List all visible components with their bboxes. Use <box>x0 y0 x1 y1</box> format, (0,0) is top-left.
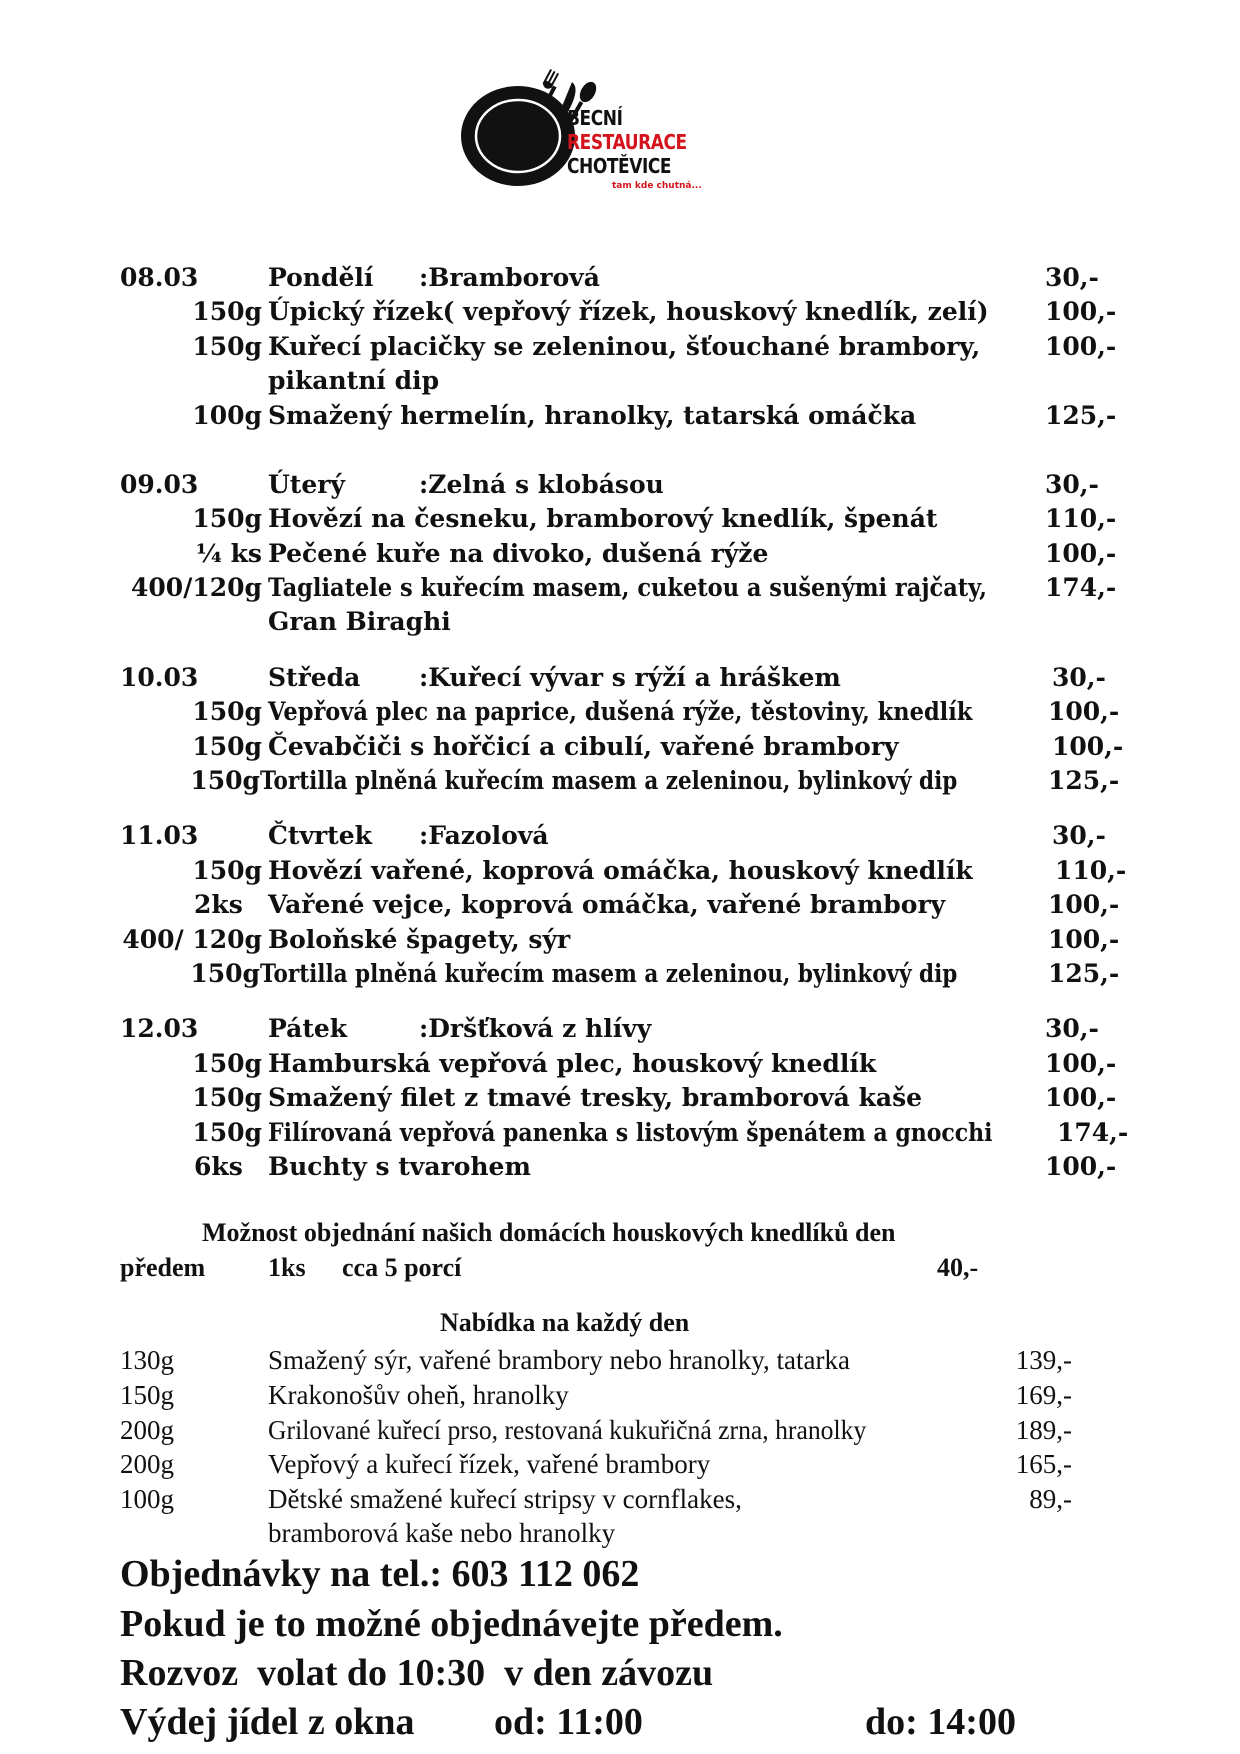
item-price: 169,- <box>1015 1380 1072 1410</box>
pickup-label: Výdej jídel z okna <box>120 1701 415 1743</box>
day-name: Čtvrtek <box>268 821 372 850</box>
menu-item <box>0 502 1240 536</box>
item-desc-text: Grilované kuřecí prso, restovaná kukuřičná zrna, hranolky <box>268 1415 867 1445</box>
daily-item-continued <box>0 1516 1240 1550</box>
menu-item <box>0 295 1240 329</box>
daily-item <box>0 1343 1240 1377</box>
item-desc: Hovězí vařené, koprová omáčka, houskový knedlík <box>268 856 973 885</box>
item-price: 100,- <box>1045 297 1117 326</box>
item-weight: 150g <box>190 766 260 795</box>
item-price: 100,- <box>1045 332 1117 361</box>
item-price: 174,- <box>1057 1118 1129 1147</box>
item-desc: Smažený filet z tmavé tresky, bramborová kaše <box>268 1083 923 1112</box>
item-weight: 150g <box>192 732 262 761</box>
item-desc: Boloňské špagety, sýr <box>268 925 571 954</box>
logo-tagline: tam kde chutná... <box>612 181 702 191</box>
phone-line: Objednávky na tel.: 603 112 062 <box>120 1553 640 1595</box>
item-price: 100,- <box>1045 539 1117 568</box>
soup-name: :Zelná s klobásou <box>419 470 664 499</box>
item-weight: 150g <box>192 1118 262 1147</box>
item-price: 100,- <box>1052 732 1124 761</box>
item-desc-text: Tortilla plněná kuřecím masem a zeleninou, bylinkový dip <box>260 766 958 795</box>
item-desc-text: Tagliatele s kuřecím masem, cuketou a sušenými rajčaty, <box>268 573 987 602</box>
menu-item <box>0 1047 1240 1081</box>
menu-item <box>0 695 1240 729</box>
item-desc-text: Vepřová plec na paprice, dušená rýže, těstoviny, knedlík <box>268 697 973 726</box>
soup-price: 30,- <box>1045 263 1099 292</box>
dumplings-col-2: 1ks <box>268 1253 306 1282</box>
item-weight: 200g <box>120 1449 174 1479</box>
item-weight: 150g <box>192 856 262 885</box>
soup-name: :Bramborová <box>419 263 600 292</box>
item-desc <box>260 957 1071 991</box>
menu-item-continued <box>0 364 1240 398</box>
item-price: 100,- <box>1048 890 1120 919</box>
day-header <box>0 819 1240 853</box>
logo-line-2: RESTAURACE <box>567 130 687 154</box>
soup-name: :Kuřecí vývar s rýží a hráškem <box>419 663 841 692</box>
item-price: 100,- <box>1045 1152 1117 1181</box>
day-header <box>0 468 1240 502</box>
item-desc-text: Tortilla plněná kuřecím masem a zeleninou, bylinkový dip <box>260 959 958 988</box>
day-date: 12.03 <box>120 1014 199 1043</box>
pickup-line <box>120 1700 1120 1744</box>
daily-offer-title: Nabídka na každý den <box>440 1308 690 1337</box>
item-weight: 150g <box>120 1380 174 1410</box>
logo-line-1: BECNÍ <box>567 106 623 130</box>
item-weight: 150g <box>190 959 260 988</box>
day-date: 08.03 <box>120 263 199 292</box>
item-weight: 400/ 120g <box>122 925 262 954</box>
day-date: 11.03 <box>120 821 199 850</box>
soup-price: 30,- <box>1052 821 1106 850</box>
item-desc-2: bramborová kaše nebo hranolky <box>268 1518 616 1548</box>
item-desc <box>268 571 1067 605</box>
menu-item <box>0 854 1240 888</box>
item-desc <box>268 695 1051 729</box>
item-desc: Buchty s tvarohem <box>268 1152 531 1181</box>
menu-item <box>0 1081 1240 1115</box>
day-name: Úterý <box>268 470 345 499</box>
item-weight: 150g <box>192 1049 262 1078</box>
menu-item-continued <box>0 605 1240 639</box>
soup-name: :Fazolová <box>419 821 549 850</box>
item-desc: Hamburská vepřová plec, houskový knedlík <box>268 1049 877 1078</box>
menu-item <box>0 957 1240 991</box>
item-price: 110,- <box>1045 504 1117 533</box>
item-price: 89,- <box>1029 1484 1072 1514</box>
item-weight: 100g <box>120 1484 174 1514</box>
soup-price: 30,- <box>1052 663 1106 692</box>
restaurant-logo <box>460 68 750 203</box>
item-desc: Vařené vejce, koprová omáčka, vařené brambory <box>268 890 946 919</box>
item-price: 165,- <box>1015 1449 1072 1479</box>
item-weight: 150g <box>192 1083 262 1112</box>
item-desc: Dětské smažené kuřecí stripsy v cornflakes, <box>268 1484 742 1514</box>
daily-item <box>0 1482 1240 1516</box>
item-price: 100,- <box>1045 1083 1117 1112</box>
pickup-to: do: 14:00 <box>865 1701 1016 1743</box>
item-desc: Kuřecí placičky se zeleninou, šťouchané brambory, <box>268 332 981 361</box>
item-weight: 400/120g <box>131 573 262 602</box>
item-desc: Smažený hermelín, hranolky, tatarská omáčka <box>268 401 917 430</box>
item-price: 139,- <box>1015 1345 1072 1375</box>
menu-item <box>0 537 1240 571</box>
item-weight: 2ks <box>194 890 243 919</box>
soup-price: 30,- <box>1045 470 1099 499</box>
item-weight: 100g <box>192 401 262 430</box>
day-header <box>0 661 1240 695</box>
item-price: 100,- <box>1048 925 1120 954</box>
item-desc <box>268 1116 1091 1150</box>
item-weight: 150g <box>192 297 262 326</box>
item-weight: ¼ ks <box>195 539 262 568</box>
item-desc: Smažený sýr, vařené brambory nebo hranolky, tatarka <box>268 1345 850 1375</box>
item-weight: 150g <box>192 332 262 361</box>
item-weight: 200g <box>120 1415 174 1445</box>
menu-item <box>0 399 1240 433</box>
item-desc-text: Filírovaná vepřová panenka s listovým špenátem a gnocchi <box>268 1118 993 1147</box>
menu-item <box>0 730 1240 764</box>
soup-price: 30,- <box>1045 1014 1099 1043</box>
advance-order-line: Pokud je to možné objednávejte předem. <box>120 1603 783 1645</box>
item-price: 125,- <box>1048 766 1120 795</box>
item-weight: 130g <box>120 1345 174 1375</box>
item-weight: 150g <box>192 697 262 726</box>
item-price: 125,- <box>1045 401 1117 430</box>
menu-item <box>0 764 1240 798</box>
item-price: 100,- <box>1045 1049 1117 1078</box>
menu-item <box>0 1150 1240 1184</box>
item-desc <box>260 764 1071 798</box>
day-header <box>0 1012 1240 1046</box>
item-desc: Úpický řízek( vepřový řízek, houskový knedlík, zelí) <box>268 297 989 326</box>
item-price: 174,- <box>1045 573 1117 602</box>
day-name: Pátek <box>268 1014 348 1043</box>
dumplings-price: 40,- <box>937 1253 979 1282</box>
daily-item <box>0 1413 1240 1447</box>
dumplings-col-3: cca 5 porcí <box>342 1253 462 1282</box>
pickup-from: od: 11:00 <box>494 1701 643 1743</box>
daily-item <box>0 1447 1240 1481</box>
menu-item <box>0 923 1240 957</box>
item-price: 110,- <box>1055 856 1127 885</box>
menu-item <box>0 1116 1240 1150</box>
item-desc: Krakonošův oheň, hranolky <box>268 1380 569 1410</box>
item-price: 100,- <box>1048 697 1120 726</box>
day-date: 10.03 <box>120 663 199 692</box>
menu-item <box>0 888 1240 922</box>
logo-line-3: CHOTĚVICE <box>567 154 672 178</box>
daily-item <box>0 1378 1240 1412</box>
day-name: Středa <box>268 663 361 692</box>
item-desc: Vepřový a kuřecí řízek, vařené brambory <box>268 1449 711 1479</box>
item-desc: Hovězí na česneku, bramborový knedlík, špenát <box>268 504 938 533</box>
dumplings-col-1: předem <box>120 1253 206 1282</box>
menu-item <box>0 330 1240 364</box>
delivery-line: Rozvoz volat do 10:30 v den závozu <box>120 1652 714 1694</box>
day-header <box>0 261 1240 295</box>
item-weight: 150g <box>192 504 262 533</box>
item-desc: Pečené kuře na divoko, dušená rýže <box>268 539 769 568</box>
item-desc: Čevabčiči s hořčicí a cibulí, vařené brambory <box>268 732 899 761</box>
item-weight: 6ks <box>194 1152 243 1181</box>
item-price: 189,- <box>1015 1415 1072 1445</box>
dumplings-line-1: Možnost objednání našich domácích houskových knedlíků den <box>202 1218 896 1247</box>
day-date: 09.03 <box>120 470 199 499</box>
menu-item <box>0 571 1240 605</box>
day-name: Pondělí <box>268 263 374 292</box>
item-desc <box>268 1413 898 1447</box>
item-desc-2: Gran Biraghi <box>268 607 451 636</box>
item-desc-2: pikantní dip <box>268 366 440 395</box>
soup-name: :Dršťková z hlívy <box>419 1014 652 1043</box>
item-price: 125,- <box>1048 959 1120 988</box>
